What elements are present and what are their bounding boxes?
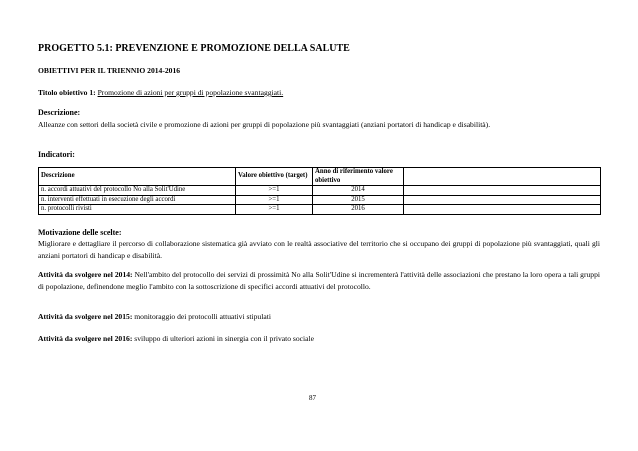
activity-2016-label: Attività da svolgere nel 2016: — [38, 334, 133, 343]
project-title: PROGETTO 5.1: PREVENZIONE E PROMOZIONE DELLA SALUTE — [38, 43, 350, 54]
table-header-row — [39, 168, 601, 186]
table-cell: n. accordi attuativi del protocollo No alla Solit'Udine — [39, 186, 236, 196]
table-cell: n. protocolli rivisti — [39, 205, 236, 215]
activity-2015-text: monitoraggio dei protocolli attuativi stipulati — [132, 312, 271, 321]
table-cell: 2015 — [313, 195, 404, 205]
indicators-table — [38, 167, 601, 215]
motivation-heading: Motivazione delle scelte: — [38, 228, 122, 237]
activity-2016-text: sviluppo di ulteriori azioni in sinergia con il privato sociale — [132, 334, 315, 343]
table-cell-empty — [404, 205, 601, 215]
table-row — [39, 205, 601, 215]
activity-2014-label: Attività da svolgere nel 2014: — [38, 270, 133, 279]
column-header-description: Descrizione — [39, 168, 236, 186]
activity-2015 — [38, 311, 271, 323]
activity-2016 — [38, 333, 314, 345]
description-text: Alleanze con settori della società civile e promozione di azioni per gruppi di popolazione più svantaggiati (anziani portatori di handicap e disabilità). — [38, 120, 491, 129]
table-cell-empty — [404, 186, 601, 196]
column-header-target: Valore obiettivo (target) — [236, 168, 313, 186]
page-number: 87 — [309, 394, 316, 402]
table-cell: >=1 — [236, 195, 313, 205]
table-cell: 2016 — [313, 205, 404, 215]
objective-text: Promozione di azioni per gruppi di popolazione svantaggiati. — [97, 88, 284, 97]
table-row — [39, 186, 601, 196]
activity-2015-label: Attività da svolgere nel 2015: — [38, 312, 133, 321]
objectives-heading: OBIETTIVI PER IL TRIENNIO 2014-2016 — [38, 66, 181, 75]
objective-title — [38, 88, 283, 97]
table-cell: >=1 — [236, 186, 313, 196]
activity-2014-text: Nell'ambito del protocollo dei servizi di prossimità No alla Solit'Udine si incrementerà l'attività delle associazioni che prestano la loro opera a tali gruppi di popolazione, definendone meglio l'ambito con la sottoscrizione di specifici accordi attuativi del protocollo. — [38, 270, 600, 291]
indicators-heading: Indicatori: — [38, 150, 75, 159]
description-heading: Descrizione: — [38, 108, 81, 117]
table-cell-empty — [404, 195, 601, 205]
column-header-year: Anno di riferimento valore obiettivo — [313, 168, 404, 186]
table-row — [39, 195, 601, 205]
table-cell: n. interventi effettuati in esecuzione degli accordi — [39, 195, 236, 205]
motivation-text: Migliorare e dettagliare il percorso di collaborazione sistematica già avviato con le realtà associative del territorio che si occupano dei gruppi di popolazione più svantaggiati, quali gli anziani portatori di handicap e disabilità. — [38, 239, 600, 260]
activity-2014 — [38, 269, 600, 292]
table-cell: 2014 — [313, 186, 404, 196]
objective-label: Titolo obiettivo 1: — [38, 88, 96, 97]
column-header-empty — [404, 168, 601, 186]
table-cell: >=1 — [236, 205, 313, 215]
